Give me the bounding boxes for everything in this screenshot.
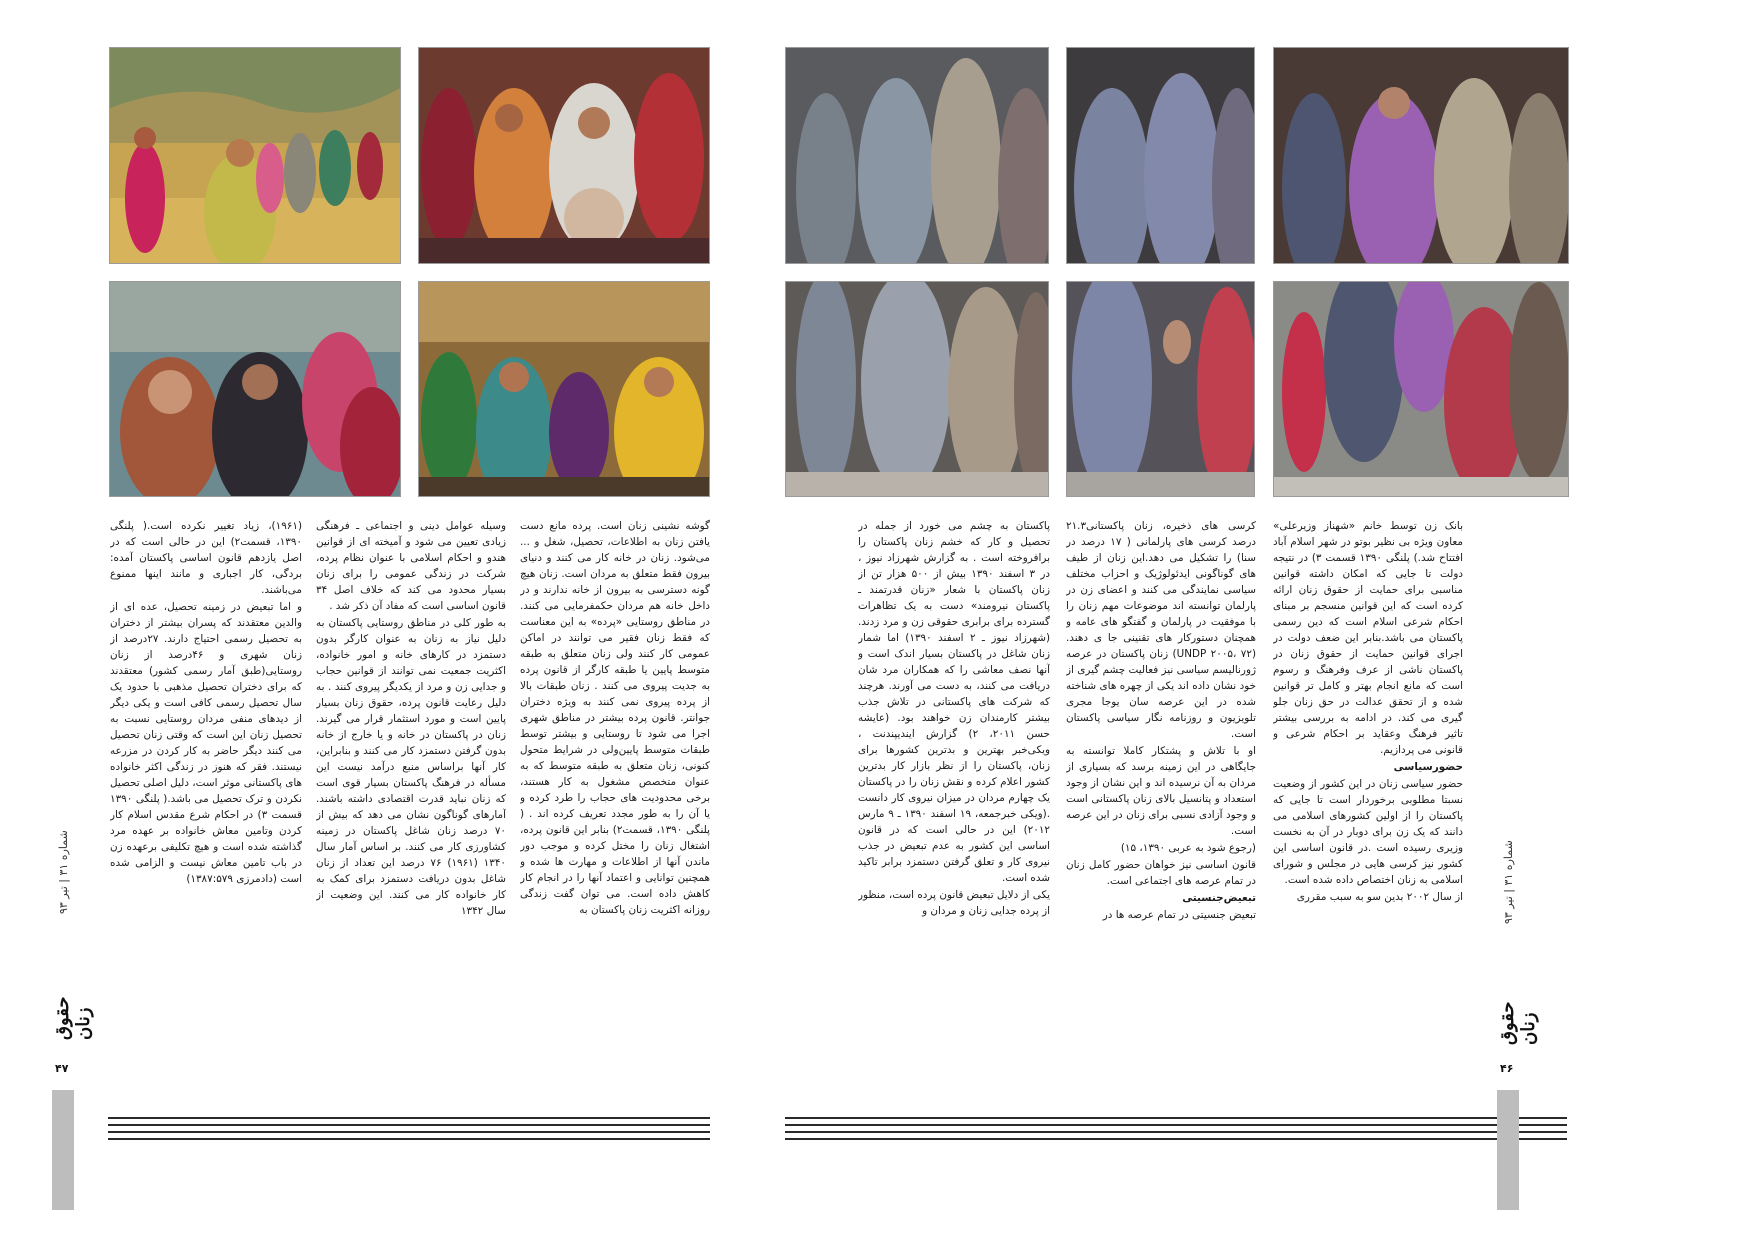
photo-women-crying (109, 281, 401, 497)
paragraph: و اما تبعیض در زمینه تحصیل، عده ای از والدین معتقدند که پسران بیشتر از دختران به تحصیل رسمی احتیاج دارند. ۲۷درصد از زنان شهری و ۴۶درصد از زنان روستایی(طبق آمار رسمی کشور) معتقدند که برای دختران تحصیل مذهبی با حدود یک سال تحصیل رسمی کافی است و یکی دیگر از دیدهای منفی مردان روستایی نسبت به تحصیل زنان این است که وقتی زنان تحصیل می کنند دیگر حاضر به کار کردن در مزرعه نیستند. فقر که هنوز در زندگی اکثر خانواده های پاکستانی موثر است، دلیل اصلی تحصیل نکردن و ترک تحصیل می باشد.( پلنگی ۱۳۹۰ قسمت ۳) در احکام شرع مقدس اسلام کار کردن وتامین معاش خانواده بر عهده مرد گذاشته شده است و هیچ تکلیفی برعهده زن در باب تامین معاش نیست و الزامی شده است (دادمرزی ۱۳۸۷:۵۷۹) (110, 601, 302, 885)
photo-burqa-queue-6 (1273, 281, 1569, 497)
right-page-side-bar (1497, 1090, 1519, 1210)
right-page-column-1 (1273, 518, 1463, 988)
photo-women-gathering (418, 281, 710, 497)
photo-burqa-queue-2 (1066, 47, 1255, 264)
photo-women-field (109, 47, 401, 264)
photo-burqa-queue-3 (1273, 47, 1569, 264)
section-heading: تبعیض‌جنسیتی (1182, 892, 1256, 904)
right-page-number: ۴۶ (1500, 1062, 1514, 1075)
right-page-footer-rules (785, 1117, 1567, 1143)
paragraph: یکی از دلایل تبعیض قانون پرده است، منظور از پرده جدایی زنان و مردان و (858, 889, 1050, 917)
left-page-column-2 (316, 518, 506, 988)
left-page-number: ۴۷ (55, 1062, 69, 1075)
paragraph: از سال ۲۰۰۲ بدین سو به سبب مقرری (1296, 891, 1463, 903)
photo-women-children (418, 47, 710, 264)
left-page-column-1 (520, 518, 710, 988)
right-page-column-2 (1066, 518, 1256, 988)
photo-burqa-queue-4 (785, 281, 1049, 497)
left-page-issue-label: شماره ۳۱ | تیر ۹۳ (57, 830, 70, 914)
section-heading: حضورسیاسی (1393, 761, 1463, 773)
left-page-side-bar (52, 1090, 74, 1210)
paragraph: کرسی های ذخیره، زنان پاکستانی۲۱.۳ درصد کرسی های پارلمانی ( ۱۷ درصد در سنا) را تشکیل می دهد.این زنان از طیف های گوناگونی ایدئولوژیک و احزاب مختلف سیاسی نمایندگی می کنند و اعضای زن در پارلمان توانسته اند موضوعات مهم زنان را با موفقیت در پارلمان و گفتگو های عامه و همچنان دستورکار های تقنینی جا ی دهند. (UNDP ۲۰۰۵، ۷۲) زنان پاکستان در عرصه ژورنالیسم سیاسی نیز فعالیت چشم گیری از خود نشان داده اند یکی از چهره های شناخته شده در این عرصه سان یوجا مجری تلویزیون و روزنامه نگار سیاسی پاکستان است. (1066, 520, 1256, 740)
photo-burqa-queue-1 (785, 47, 1049, 264)
left-page-column-3 (110, 518, 302, 988)
right-page-issue-label: شماره ۳۱ | تیر ۹۳ (1502, 840, 1515, 924)
paragraph: (رجوع شود به عربی ۱۳۹۰، ۱۵) (1120, 842, 1256, 854)
paragraph: پاکستان به چشم می خورد از جمله در تحصیل و کار که خشم زنان پاکستان را برافروخته است . به گزارش شهرزاد نیوز ، در ۳ اسفند ۱۳۹۰ بیش از ۵۰۰ هزار تن از زنان پاکستان با شعار «زنان قدرتمند ـ پاکستان نیرومند» دست به یک تظاهرات گسترده برای برابری حقوقی زن و مرد زدند. (شهرزاد نیوز ـ ۲ اسفند ۱۳۹۰) اما شمار زنان شاغل در پاکستان بسیار اندک است و آنها نصف معاشی را که همکاران مرد شان دریافت می کنند، به دست می آورند. هرچند که شرکت های پاکستانی در تلاش جذب بیشتر کارمندان زن خواهند بود. (عایشه حسن ۲۰۱۱، ۲) گزارش ایندیپندنت ، ویکی‌خبر بهترین و بدترین کشورها برای زنان، پاکستان را از نظر بازار کار بدترین کشور اعلام کرده و نقش زنان را در پاکستان یک چهارم مردان در میزان نیروی کار دانست .(ویکی خبرجمعه، ۱۹ اسفند ۱۳۹۰ ـ ۹ مارس ۲۰۱۲) این در حالی است که در قانون اساسی این کشور به عدم تبعیض در جذب نیروی کار و تعلق گرفتن دستمزد برابر تاکید شده است. (858, 520, 1050, 884)
paragraph: او با تلاش و پشتکار کاملا توانسته به جایگاهی در این زمینه برسد که بسیاری از مردان به آن نرسیده اند و این نشان از وجود استعداد و پتانسیل بالای زنان پاکستانی است و وجود آزادی نسبی برای زنان در این عرصه است. (1066, 745, 1256, 837)
paragraph: حضور سیاسی زنان در این کشور از وضعیت نسبتا مطلوبی برخوردار است تا جایی که پاکستان را از اولین کشورهای اسلامی می دانند که یک زن برای دوبار در آن به نخست وزیری رسیده است .در قانون اساسی این کشور نیز کرسی هایی در مجلس و شورای اسلامی به زنان اختصاص داده شده است. (1273, 778, 1463, 886)
paragraph: تبعیض جنسیتی در تمام عرصه ها در (1102, 909, 1256, 921)
paragraph: وسیله عوامل دینی و اجتماعی ـ فرهنگی زیادی تعیین می شود و آمیخته ای از قوانین هندو و احکام اسلامی با عنوان نظام پرده، شرکت در زندگی عمومی را برای زنان بسیار محدود می کند که خلاف اصل ۳۴ قانون اساسی است که مفاد آن ذکر شد . (316, 520, 506, 612)
right-page-column-3 (858, 518, 1050, 988)
paragraph: (۱۹۶۱)، زیاد تغییر نکرده است.( پلنگی ۱۳۹۰، قسمت۲) این در حالی است که در اصل یازدهم قانون اساسی پاکستان آمده: بردگی، کار اجباری و مانند اینها ممنوع می‌باشند. (110, 520, 302, 596)
right-page-masthead: حقوق زنان (1497, 1001, 1539, 1045)
left-page-footer-rules (108, 1117, 710, 1143)
paragraph: قانون اساسی نیز خواهان حضور کامل زنان در تمام عرصه های اجتماعی است. (1066, 859, 1256, 887)
left-page-masthead: حقوق زنان (52, 996, 94, 1040)
photo-burqa-queue-5 (1066, 281, 1255, 497)
paragraph: بانک زن توسط خانم «شهناز وزیرعلی» معاون ویژه بی نظیر بوتو در شهر اسلام آباد افتتاح شد.) پلنگی ۱۳۹۰ قسمت ۳) در نتیجه دولت تا جایی که امکان داشته قوانین مناسبی برای حمایت از حقوق زنان ارائه کرده است که این قوانین منسجم بر مبنای احکام شرعی اسلام است که دین رسمی پاکستان می باشد.بنابر این ضعف دولت در اجرای قوانین حمایت از حقوق زنان در پاکستان ناشی از عرف وفرهنگ و رسوم است که مانع انجام بهتر و کامل تر قوانین شده و از تحقق عدالت در حق زنان جلو گیری می کند. در ادامه به بررسی بیشتر تاثیر فرهنگ وعقاید بر احکام شرعی و قانونی می پردازیم. (1273, 520, 1463, 756)
paragraph: به طور کلی در مناطق روستایی پاکستان به دلیل نیاز به زنان به عنوان کارگر بدون دستمزد در کارهای خانه و امور خانواده، اکثریت جمعیت نمی توانند از قوانین حجاب و جدایی زن و مرد از یکدیگر پیروی کنند . به دلیل رعایت قانون پرده، حقوق زنان بسیار پایین است و مورد استثمار قرار می گیرند. زنان در پاکستان در خانه و یا خارج از خانه بدون گرفتن دستمزد کار می کنند و بنابراین، کار آنها براساس منبع درآمد نیست این مسأله در فرهنگ پاکستان بسیار قوی است که زنان نباید قدرت اقتصادی داشته باشند. آمارهای گوناگون نشان می دهد که بیش از ۷۰ درصد زنان شاغل پاکستان در زمینه کشاورزی کار می کنند. بر اساس آمار سال ۱۳۴۰ (۱۹۶۱) ۷۶ درصد این تعداد از زنان شاغل بدون دریافت دستمزد برای کمک به کار خانواده کار می کنند. این وضعیت از سال ۱۳۴۲ (316, 617, 506, 917)
paragraph: گوشه نشینی زنان است. پرده مانع دست یافتن زنان به اطلاعات، تحصیل، شغل و ... می‌شود. زنان در خانه کار می کنند و دنیای بیرون فقط متعلق به مردان است. زنان هیچ گونه دسترسی به بیرون از خانه ندارند و در داخل خانه هم مردان حکمفرمایی می کنند. در مناطق روستایی «پرده» به این معناست که فقط زنان فقیر می توانند در اماکن عمومی کار کنند ولی زنان متعلق به طبقه متوسط پایین یا طبقه کارگر از قانون پرده به جدیت پیروی می کنند . زنان طبقات بالا از پرده پیروی نمی کنند به ویژه دختران جوانتر. قانون پرده بیشتر در مناطق شهری اجرا می شود تا روستایی و بیشتر توسط طبقات متوسط پایین‌ولی در شرایط متحول کنونی، زنان متعلق به طبقه متوسط که به عنوان متخصص مشغول به کار هستند، برخی محدودیت های حجاب را طرد کرده و یا آن را به طور مجدد تعریف کرده اند . ( پلنگی ۱۳۹۰، قسمت۲) بنابر این قانون پرده، اشتغال زنان را مختل کرده و موجب دور ماندن آنها از اطلاعات و مهارت ها شده و همچنین توانایی و اعتماد آنها را در انجام کار کاهش داده است. می توان گفت زندگی روزانه اکثریت زنان پاکستان به (520, 520, 710, 916)
